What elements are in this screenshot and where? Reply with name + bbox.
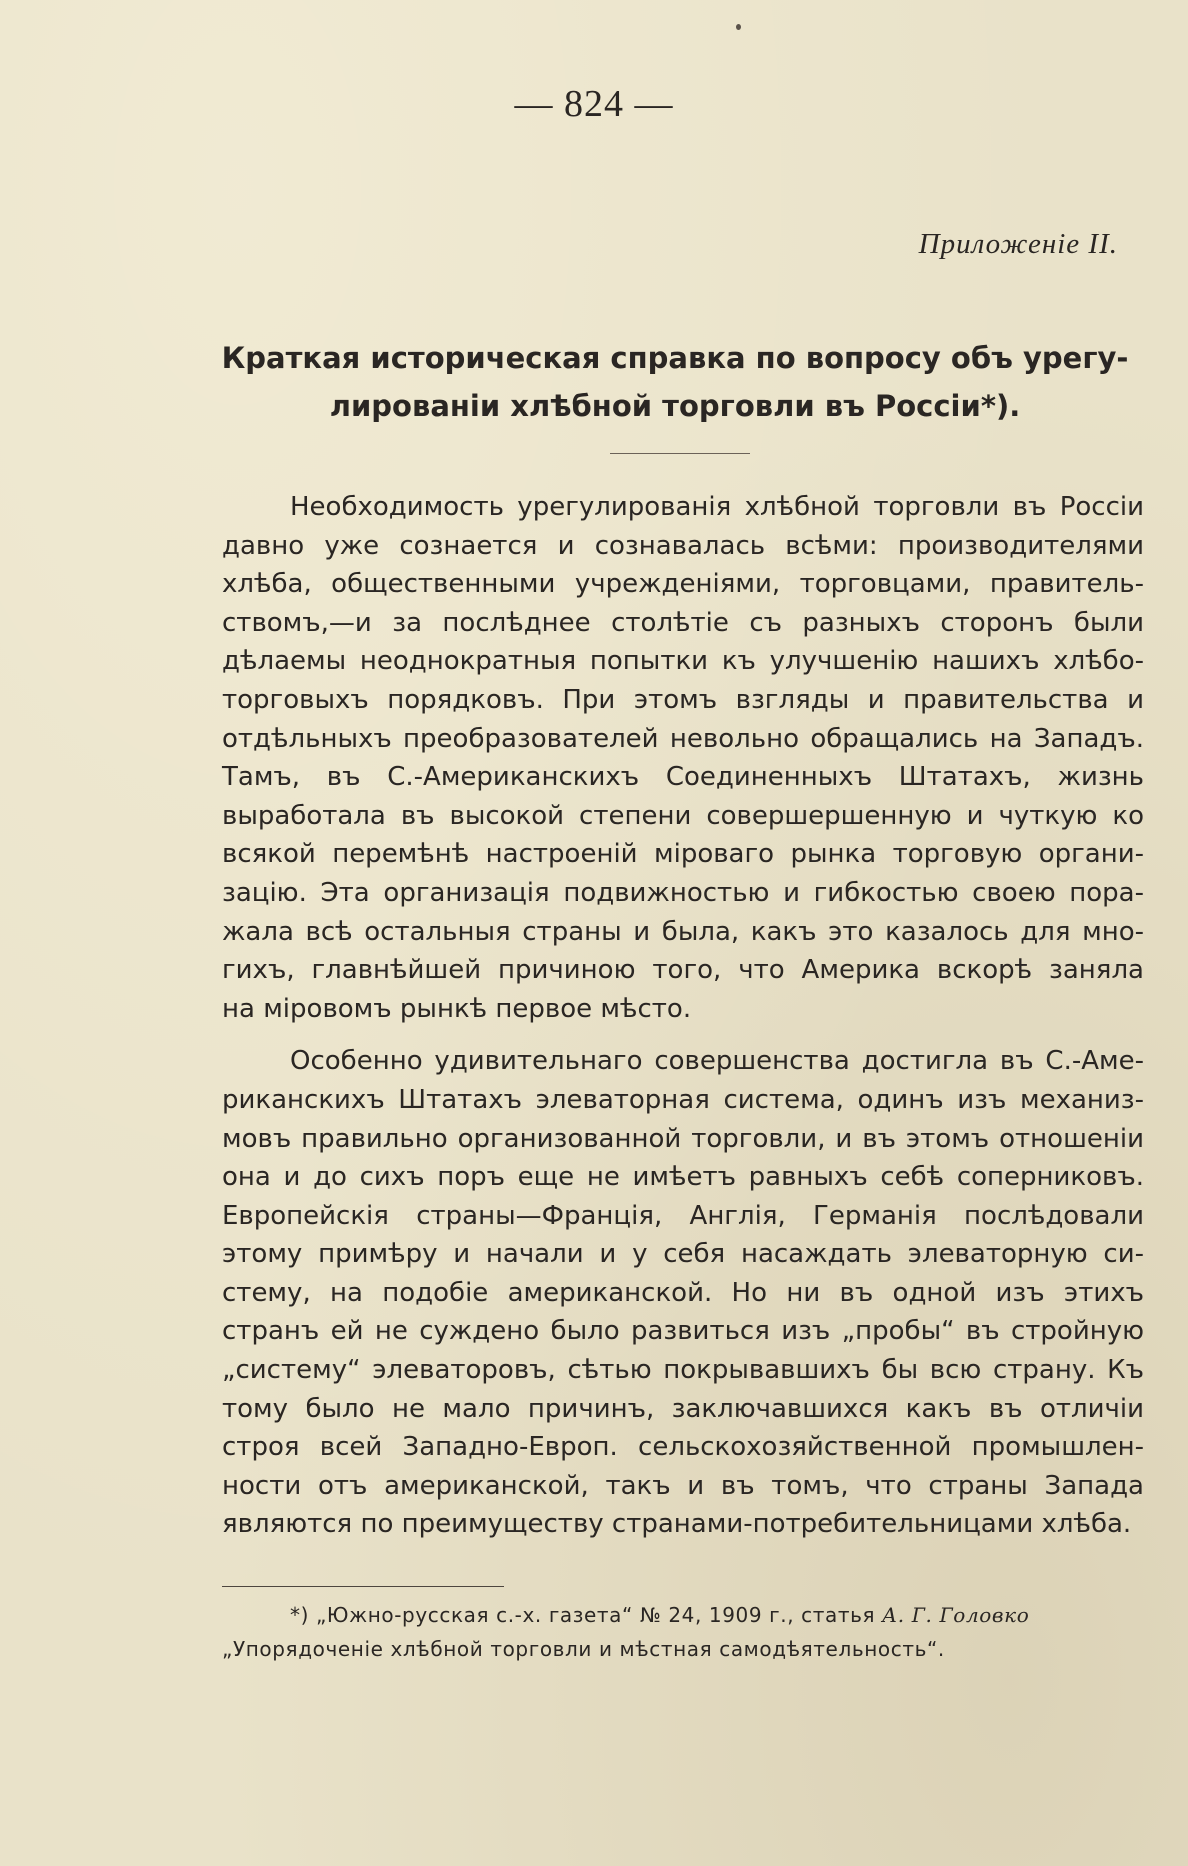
footnote-line: [222, 1598, 1144, 1632]
paragraph: [222, 1042, 1144, 1544]
page-number: — 824 —: [514, 83, 674, 125]
text-line: ности отъ американской, такъ и въ томъ, что страны Запада: [222, 1470, 1144, 1501]
text-line: зацію. Эта организація подвижностью и гибкостью своею пора-: [222, 877, 1144, 908]
text-line: дѣлаемы неоднократныя попытки къ улучшенію нашихъ хлѣбо-: [222, 646, 1144, 677]
text-line: давно уже сознается и сознавалась всѣми: производителями: [222, 530, 1144, 561]
text-line: выработала въ высокой степени совершершенную и чуткую ко: [222, 800, 1144, 831]
footnote-source: *) „Южно-русская с.-х. газета“ № 24, 1909 г., статья: [290, 1603, 883, 1627]
footnote-author: А. Г. Головко: [882, 1603, 1030, 1627]
appendix-label: Приложеніе II.: [918, 228, 1118, 260]
ink-speck: [736, 24, 741, 30]
text-line: Европейскія страны—Франція, Англія, Германія послѣдовали: [222, 1200, 1144, 1231]
text-line: строя всей Западно-Европ. сельскохозяйственной промышлен-: [222, 1432, 1144, 1463]
text-line: всякой перемѣнѣ настроеній міроваго рынка торговую органи-: [222, 839, 1144, 870]
text-line: тому было не мало причинъ, заключавшихся какъ въ отличіи: [222, 1393, 1144, 1424]
title-line: лированіи хлѣбной торговли въ Россіи*).: [329, 389, 1021, 423]
document-title: [210, 334, 1140, 430]
text-line: на міровомъ рынкѣ первое мѣсто.: [222, 993, 692, 1024]
text-line: „систему“ элеваторовъ, сѣтью покрывавшихъ бы всю страну. Къ: [222, 1355, 1144, 1386]
text-line: хлѣба, общественными учрежденіями, торговцами, правитель-: [222, 569, 1144, 600]
text-line: торговыхъ порядковъ. При этомъ взгляды и правительства и: [222, 684, 1144, 715]
footnote: [222, 1598, 1144, 1666]
text-line: стему, на подобіе американской. Но ни въ одной изъ этихъ: [222, 1277, 1144, 1308]
text-line: являются по преимуществу странами-потребительницами хлѣба.: [222, 1509, 1132, 1540]
text-line: Тамъ, въ С.-Американскихъ Соединенныхъ Штатахъ, жизнь: [222, 762, 1144, 793]
text-line: отдѣльныхъ преобразователей невольно обращались на Западъ.: [222, 723, 1144, 754]
footnote-divider: [222, 1586, 504, 1587]
text-line: гихъ, главнѣйшей причиною того, что Америка вскорѣ заняла: [222, 955, 1144, 986]
title-divider: [610, 453, 750, 454]
text-line: ствомъ,—и за послѣднее столѣтіе съ разныхъ сторонъ были: [222, 607, 1144, 638]
text-line: мовъ правильно организованной торговли, и въ этомъ отношеніи: [222, 1123, 1144, 1154]
text-line: странъ ей не суждено было развиться изъ „пробы“ въ стройную: [222, 1316, 1144, 1347]
title-line: Краткая историческая справка по вопросу объ урегу-: [221, 341, 1129, 375]
body-text: [222, 488, 1144, 1544]
text-line: этому примѣру и начали и у себя насаждать элеваторную си-: [222, 1239, 1144, 1270]
text-line: она и до сихъ поръ еще не имѣетъ равныхъ себѣ соперниковъ.: [222, 1162, 1144, 1193]
paragraph: [222, 488, 1144, 1028]
text-line: жала всѣ остальныя страны и была, какъ это казалось для мно-: [222, 916, 1144, 947]
text-line: Особенно удивительнаго совершенства достигла въ С.-Аме-: [290, 1046, 1144, 1077]
text-line: риканскихъ Штатахъ элеваторная система, одинъ изъ механиз-: [222, 1084, 1144, 1115]
text-line: Необходимость урегулированія хлѣбной торговли въ Россіи: [290, 492, 1144, 522]
footnote-line: „Упорядоченіе хлѣбной торговли и мѣстная самодѣятельность“.: [222, 1637, 945, 1661]
